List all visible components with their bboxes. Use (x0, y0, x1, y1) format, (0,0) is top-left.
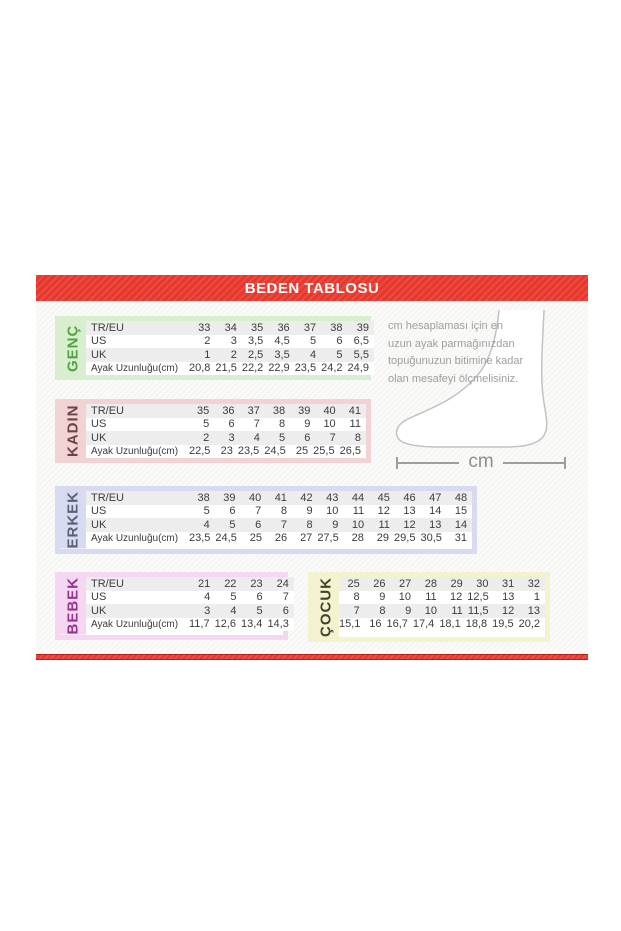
table-row (86, 418, 366, 432)
size-cell: 38 (197, 491, 210, 504)
size-cell: 21 (197, 577, 211, 590)
size-cell: 27,5 (317, 532, 339, 545)
size-cell: 20,8 (189, 362, 211, 375)
size-cell: 23 (220, 445, 233, 458)
size-table-genc (55, 316, 371, 380)
size-cell: 39 (223, 491, 236, 504)
size-cell: 35 (197, 404, 210, 417)
size-cell: 10 (351, 518, 365, 531)
table-row (86, 491, 472, 505)
size-cell: 3 (204, 604, 211, 617)
table-row (86, 604, 294, 618)
size-cell: 15,1 (339, 618, 361, 631)
size-cell: 28 (351, 532, 364, 545)
size-cell: 2 (230, 348, 237, 361)
row-label: Ayak Uzunluğu(cm) (91, 362, 179, 374)
size-cell: 2,5 (247, 348, 264, 361)
size-cell: 11 (425, 591, 437, 604)
size-cell: 8 (280, 505, 287, 518)
size-cell: 4 (309, 348, 317, 361)
size-cell: 37 (303, 321, 317, 334)
size-cell: 10 (398, 591, 411, 604)
row-label: TR/EU (91, 404, 124, 417)
table-category-label-genc: GENÇ (60, 321, 86, 375)
size-cell: 6 (304, 431, 311, 444)
size-cell: 48 (454, 491, 468, 504)
size-cell: 22 (224, 577, 237, 590)
size-cell: 40 (248, 491, 262, 504)
size-cell: 26,5 (339, 445, 362, 458)
size-table-erkek (55, 486, 477, 554)
size-cell: 25 (347, 577, 360, 590)
size-cell: 39 (298, 404, 311, 417)
size-cell: 6,5 (353, 335, 369, 348)
cm-measure-line (396, 451, 566, 475)
row-label: UK (91, 348, 107, 361)
row-label: UK (91, 518, 107, 531)
row-label: TR/EU (91, 491, 124, 504)
size-cell: 11,7 (189, 618, 210, 631)
size-cell: 36 (222, 404, 235, 417)
size-cell: 9 (306, 505, 313, 518)
size-cell: 45 (377, 491, 390, 504)
size-cell: 22,2 (241, 362, 264, 375)
table-row (86, 335, 374, 349)
size-cell: 12,5 (467, 591, 489, 604)
row-label: TR/EU (91, 577, 124, 590)
table-row (86, 577, 294, 591)
size-cell: 38 (330, 321, 343, 334)
size-cell: 46 (403, 491, 416, 504)
table-category-label-erkek: ERKEK (60, 491, 86, 549)
size-cell: 13 (403, 505, 416, 518)
measure-left-segment (398, 462, 459, 464)
table-row (86, 591, 294, 605)
table-row (339, 577, 545, 591)
size-cell: 8 (354, 431, 361, 444)
size-cell: 26 (274, 532, 288, 545)
size-table-kadin (55, 399, 371, 463)
size-cell: 13,4 (241, 618, 263, 631)
size-cell: 13 (502, 591, 515, 604)
size-cell: 5 (203, 418, 210, 431)
size-cell: 26 (373, 577, 386, 590)
chart-content-area (36, 301, 588, 654)
size-cell: 12 (450, 591, 463, 604)
size-cell: 40 (323, 404, 336, 417)
size-cell: 7 (253, 418, 260, 431)
size-cell: 24,5 (215, 532, 237, 545)
size-cell: 5 (230, 591, 237, 604)
size-cell: 24 (276, 577, 289, 590)
size-cell: 8 (279, 418, 286, 431)
size-cell: 35 (251, 321, 264, 334)
size-cell: 5 (309, 335, 317, 348)
size-cell: 4 (203, 518, 210, 531)
size-cell: 12 (377, 505, 390, 518)
table-row (86, 431, 366, 445)
size-cell: 5 (256, 604, 263, 617)
size-cell: 6 (282, 604, 289, 617)
size-cell: 30,5 (420, 532, 442, 545)
table-row (86, 618, 294, 632)
title-bar (36, 275, 588, 301)
size-cell: 36 (277, 321, 290, 334)
table-category-label-kadin: KADIN (60, 404, 86, 458)
size-cell: 31 (454, 532, 468, 545)
size-cell: 23 (250, 577, 263, 590)
size-cell: 1 (533, 591, 541, 604)
table-rows (86, 491, 472, 549)
size-cell: 12,6 (214, 618, 237, 631)
size-cell: 23,5 (294, 362, 317, 375)
size-cell: 14,3 (267, 618, 289, 631)
size-cell: 41 (348, 404, 361, 417)
size-cell: 25 (249, 532, 262, 545)
size-cell: 3 (230, 335, 237, 348)
table-row (86, 404, 366, 418)
size-cell: 23,5 (237, 445, 260, 458)
size-cell: 4 (253, 431, 260, 444)
table-row (339, 604, 545, 618)
size-cell: 11,5 (467, 604, 489, 617)
size-cell: 29 (376, 532, 390, 545)
size-cell: 14 (454, 518, 468, 531)
size-cell: 21,5 (215, 362, 237, 375)
size-cell: 24,9 (347, 362, 369, 375)
size-cell: 10 (323, 418, 336, 431)
size-cell: 10 (424, 604, 437, 617)
page-title: BEDEN TABLOSU (244, 279, 380, 297)
size-cell: 37 (247, 404, 260, 417)
size-cell: 9 (379, 591, 386, 604)
row-label: TR/EU (91, 321, 124, 334)
row-label: US (91, 418, 107, 431)
size-cell: 23,5 (189, 532, 211, 545)
size-cell: 1 (204, 348, 211, 361)
size-cell: 29 (450, 577, 463, 590)
size-cell: 12 (502, 604, 515, 617)
size-cell: 6 (229, 505, 236, 518)
table-rows (86, 404, 366, 458)
size-cell: 44 (351, 491, 365, 504)
size-cell: 34 (224, 321, 237, 334)
size-cell: 7 (282, 591, 289, 604)
size-cell: 3 (228, 431, 235, 444)
size-cell: 16,7 (386, 618, 408, 631)
size-cell: 6 (228, 418, 235, 431)
table-category-label-bebek: BEBEK (60, 577, 86, 635)
size-cell: 47 (429, 491, 442, 504)
size-cell: 9 (304, 418, 311, 431)
table-row (86, 518, 472, 532)
size-cell: 22,5 (189, 445, 211, 458)
size-cell: 39 (356, 321, 369, 334)
size-cell: 14 (429, 505, 442, 518)
table-rows (86, 321, 374, 375)
size-cell: 9 (405, 604, 412, 617)
size-cell: 13 (527, 604, 540, 617)
table-row (86, 362, 374, 376)
size-cell: 2 (203, 431, 210, 444)
measure-instruction-note: cm hesaplaması için en uzun ayak parmağınızdan topuğunuzun bitimine kadar olan mesafeyi ölçmelisiniz. (388, 320, 524, 385)
size-cell: 19,5 (492, 618, 514, 631)
table-row (339, 591, 545, 605)
size-cell: 8 (353, 591, 360, 604)
size-cell: 38 (272, 404, 286, 417)
size-cell: 18,1 (439, 618, 461, 631)
size-cell: 13 (429, 518, 442, 531)
row-label: UK (91, 604, 107, 617)
size-cell: 31 (502, 577, 515, 590)
row-label: Ayak Uzunluğu(cm) (91, 445, 179, 457)
size-cell: 9 (332, 518, 339, 531)
size-cell: 3,5 (274, 348, 290, 361)
size-cell: 6 (336, 335, 343, 348)
size-cell: 30 (476, 577, 489, 590)
size-cell: 20,2 (518, 618, 540, 631)
row-label: UK (91, 431, 107, 444)
table-row (86, 445, 366, 459)
bottom-divider-bar (36, 654, 588, 660)
size-cell: 24,5 (264, 445, 286, 458)
size-cell: 29,5 (394, 532, 416, 545)
cm-unit-label: cm (468, 450, 494, 472)
size-cell: 24,2 (321, 362, 343, 375)
size-cell: 18,8 (465, 618, 488, 631)
size-cell: 5,5 (353, 348, 369, 361)
size-cell: 27 (399, 577, 412, 590)
size-cell: 22,9 (268, 362, 290, 375)
size-cell: 5 (203, 505, 210, 518)
size-cell: 33 (198, 321, 211, 334)
size-cell: 17,4 (412, 618, 435, 631)
size-cell: 4 (204, 591, 211, 604)
size-cell: 4,5 (274, 335, 290, 348)
size-cell: 11 (451, 604, 463, 617)
size-cell: 5 (336, 348, 343, 361)
size-cell: 5 (279, 431, 286, 444)
size-cell: 11 (349, 418, 361, 431)
size-cell: 5 (229, 518, 236, 531)
size-cell: 42 (300, 491, 313, 504)
size-table-cocuk (308, 572, 550, 642)
size-cell: 6 (255, 518, 262, 531)
row-label: US (91, 335, 107, 348)
size-cell: 25,5 (313, 445, 335, 458)
size-cell: 43 (326, 491, 339, 504)
size-cell: 11 (378, 518, 390, 531)
size-cell: 41 (274, 491, 287, 504)
table-row (86, 321, 374, 335)
table-row (86, 532, 472, 546)
table-row (86, 505, 472, 519)
size-cell: 7 (329, 431, 336, 444)
size-cell: 10 (326, 505, 339, 518)
size-cell: 25 (295, 445, 309, 458)
size-cell: 27 (300, 532, 313, 545)
table-row (339, 618, 545, 632)
size-cell: 12 (403, 518, 416, 531)
size-cell: 16 (369, 618, 382, 631)
size-cell: 11 (352, 505, 365, 518)
size-cell: 2 (204, 335, 211, 348)
size-cell: 7 (353, 604, 360, 617)
row-label: US (91, 505, 107, 518)
size-cell: 28 (424, 577, 437, 590)
size-cell: 7 (255, 505, 262, 518)
size-cell: 15 (454, 505, 468, 518)
table-rows (86, 577, 294, 635)
table-category-label-cocuk: ÇOCUK (313, 577, 339, 637)
table-rows (339, 577, 545, 637)
size-cell: 6 (256, 591, 263, 604)
measure-right-segment (503, 462, 564, 464)
row-label: Ayak Uzunluğu(cm) (91, 618, 179, 630)
measure-right-cap (564, 457, 566, 469)
size-cell: 4 (230, 604, 237, 617)
size-cell: 32 (527, 577, 540, 590)
size-cell: 8 (379, 604, 386, 617)
size-table-bebek (55, 572, 288, 640)
size-cell: 8 (306, 518, 313, 531)
size-cell: 7 (280, 518, 287, 531)
size-cell: 3,5 (247, 335, 264, 348)
row-label: US (91, 591, 107, 604)
table-row (86, 348, 374, 362)
row-label: Ayak Uzunluğu(cm) (91, 532, 179, 544)
